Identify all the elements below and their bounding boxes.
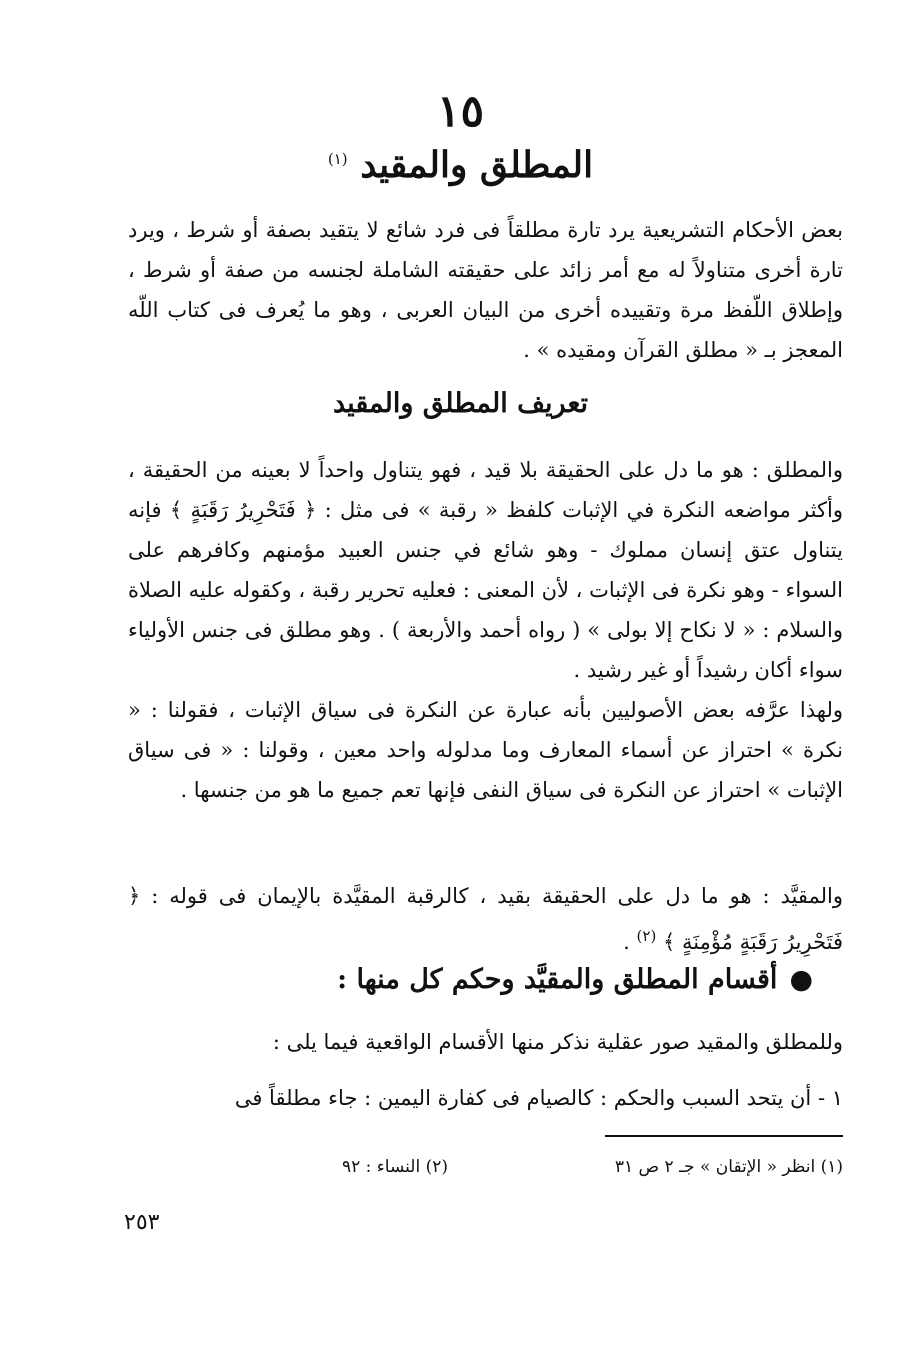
categories-intro: وللمطلق والمقيد صور عقلية نذكر منها الأقسام الواقعية فيما يلى : [272,1030,843,1054]
muqayyad-definition-paragraph [128,876,843,962]
categories-intro-block [128,1022,843,1062]
intro-paragraph-block [128,210,843,370]
bullet-heading [337,964,813,995]
list-item-1: ١ - أن يتحد السبب والحكم : كالصيام فى كفارة اليمين : جاء مطلقاً فى [234,1086,843,1110]
list-item-block [128,1078,843,1118]
muqayyad-footnote-ref: (٢) [636,927,657,945]
chapter-number: ١٥ [436,86,485,137]
page-number: ٢٥٣ [124,1210,160,1235]
footnote-2: (٢) النساء : ٩٢ [342,1157,448,1177]
mutlaq-definition: والمطلق : هو ما دل على الحقيقة بلا قيد ، فهو يتناول واحداً لا بعينه من الحقيقة ، وأكثر مواضعه النكرة في الإثبات كلفظ « رقبة » فى مثل : ﴿ فَتَحْرِيرُ رَقَبَةٍ ﴾ فإنه يتناول عتق إنسان مملوك - وهو شائع في جنس العبيد مؤمنهم وكافرهم على السواء - وهو نكرة فى الإثبات ، لأن المعنى : فعليه تحرير رقبة ، وكقوله عليه الصلاة والسلام : « لا نكاح إلا بولى » ( رواه أحمد والأربعة ) . وهو مطلق فى جنس الأولياء سواء أكان رشيداً أو غير رشيد . [128,458,843,682]
section-heading: تعريف المطلق والمقيد [333,388,588,419]
chapter-title-text: المطلق والمقيد [360,144,594,186]
muqayyad-end: . [623,930,637,954]
bullet-heading-text: أقسام المطلق والمقيَّد وحكم كل منها : [337,964,778,995]
intro-paragraph: بعض الأحكام التشريعية يرد تارة مطلقاً فى فرد شائع لا يتقيد بصفة أو شرط ، ويرد تارة أخرى متناولاً له مع أمر زائد على حقيقته الشاملة لجنسه من صفة أو شرط ، وإطلاق اللّفظ مرة وتقييده أخرى من البيان العربى ، وهو ما يُعرف فى كتاب اللّه المعجز بـ « مطلق القرآن ومقيده » . [128,218,843,362]
footnote-divider [605,1135,843,1137]
mutlaq-definition-block [128,450,843,810]
chapter-title [0,144,921,186]
muqayyad-definition: والمقيَّد : هو ما دل على الحقيقة بقيد ، كالرقبة المقيَّدة بالإيمان فى قوله : ﴿ فَتَحْرِيرُ رَقَبَةٍ مُؤْمِنَةٍ ﴾ [128,884,843,954]
muqayyad-definition-block [128,876,843,962]
bullet-icon: ● [789,964,813,995]
footnote-1: (١) انظر « الإتقان » جـ ٢ ص ٣١ [614,1157,843,1177]
chapter-title-footnote-ref: (١) [327,150,348,168]
mutlaq-explanation: ولهذا عرَّفه بعض الأصوليين بأنه عبارة عن النكرة فى سياق الإثبات ، فقولنا : « نكرة » احتراز عن أسماء المعارف وما مدلوله واحد معين ، وقولنا : « فى سياق الإثبات » احتراز عن النكرة فى سياق النفى فإنها تعم جميع ما هو من جنسها . [128,698,843,802]
